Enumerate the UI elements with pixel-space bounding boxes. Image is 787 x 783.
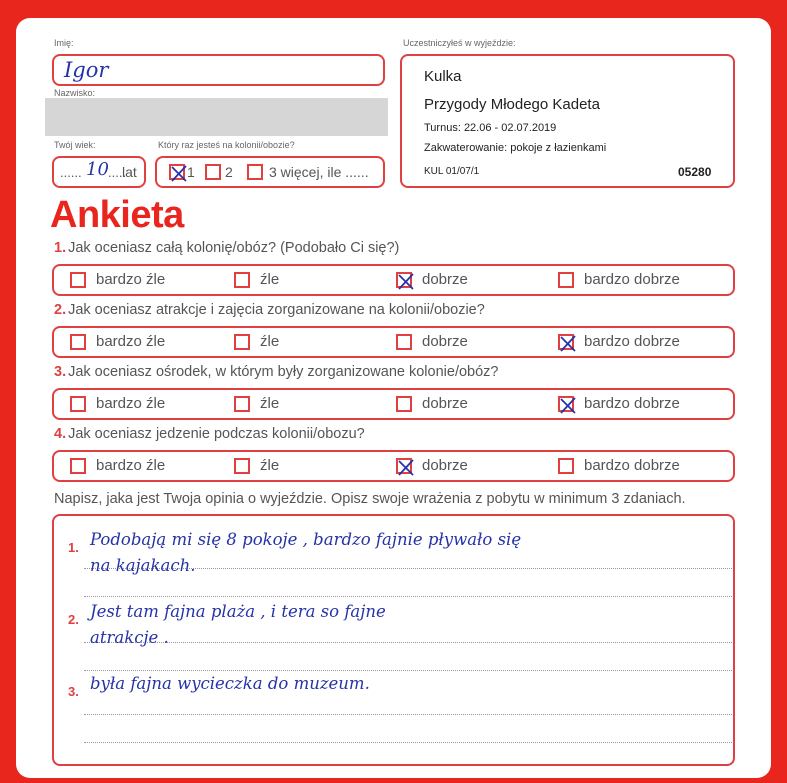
answer-checkbox[interactable] — [234, 396, 250, 412]
check-mark-icon — [556, 394, 580, 418]
camp-turnus: Turnus: 22.06 - 02.07.2019 — [424, 122, 557, 134]
camp-program: Przygody Młodego Kadeta — [424, 96, 600, 113]
age-dots-after: ..... — [108, 165, 127, 180]
answer-option-label: dobrze — [422, 457, 468, 474]
camp-accommodation: Zakwaterowanie: pokoje z łazienkami — [424, 142, 607, 154]
answer-checkbox[interactable] — [234, 458, 250, 474]
answer-option-label: bardzo dobrze — [584, 271, 680, 288]
visit-label: Który raz jesteś na kolonii/obozie? — [158, 140, 295, 150]
answer-option-label: bardzo źle — [96, 457, 166, 474]
answer-row-1 — [52, 264, 735, 296]
camp-code: KUL 01/07/1 — [424, 166, 480, 177]
name-label: Imię: — [54, 38, 74, 48]
opinion-text-line: atrakcje . — [90, 628, 169, 647]
visit-option-label: 2 — [225, 164, 233, 180]
visit-option-label: 1 — [187, 164, 195, 180]
check-mark-icon — [556, 332, 580, 356]
answer-option-label: bardzo źle — [96, 395, 166, 412]
question-number: 3. — [54, 364, 67, 380]
answer-option-label: bardzo dobrze — [584, 395, 680, 412]
visit-checkbox-3[interactable] — [247, 164, 263, 180]
answer-checkbox[interactable] — [70, 272, 86, 288]
opinion-text-line: na kajakach. — [90, 556, 196, 575]
answer-option-label: dobrze — [422, 333, 468, 350]
opinion-number: 1. — [68, 540, 79, 555]
answer-checkbox[interactable] — [234, 272, 250, 288]
writing-line — [84, 742, 732, 743]
answer-row-4 — [52, 450, 735, 482]
visit-option-label: 3 więcej, ile ...... — [269, 164, 369, 180]
question-text: Jak oceniasz jedzenie podczas kolonii/obozu? — [68, 426, 365, 442]
question-number: 2. — [54, 302, 67, 318]
question-2 — [54, 302, 485, 318]
age-dots-before: ...... — [60, 165, 82, 180]
answer-checkbox[interactable] — [234, 334, 250, 350]
answer-checkbox[interactable] — [70, 334, 86, 350]
writing-line — [84, 714, 732, 715]
answer-checkbox[interactable] — [396, 458, 412, 474]
opinion-prompt: Napisz, jaka jest Twoja opinia o wyjeździe. Opisz swoje wrażenia z pobytu w minimum 3 zdaniach. — [54, 491, 686, 507]
answer-checkbox[interactable] — [396, 334, 412, 350]
visit-field — [155, 156, 385, 188]
name-field[interactable] — [52, 54, 385, 86]
answer-checkbox[interactable] — [396, 396, 412, 412]
answer-checkbox[interactable] — [396, 272, 412, 288]
question-3 — [54, 364, 498, 380]
survey-sheet — [16, 18, 771, 778]
question-4 — [54, 426, 365, 442]
answer-option-label: bardzo dobrze — [584, 333, 680, 350]
age-label: Twój wiek: — [54, 140, 96, 150]
answer-row-3 — [52, 388, 735, 420]
writing-line — [84, 670, 732, 671]
question-number: 4. — [54, 426, 67, 442]
camp-number: 05280 — [678, 165, 712, 179]
answer-option-label: źle — [260, 395, 280, 412]
answer-checkbox[interactable] — [558, 272, 574, 288]
writing-line — [84, 596, 732, 597]
answer-row-2 — [52, 326, 735, 358]
survey-title: Ankieta — [50, 194, 184, 236]
redaction-block — [45, 98, 388, 136]
opinion-text-line: była fajna wycieczka do muzeum. — [90, 674, 370, 693]
age-unit: lat — [122, 164, 137, 180]
question-text: Jak oceniasz ośrodek, w którym były zorganizowane kolonie/obóz? — [68, 364, 499, 380]
visit-checkbox-1[interactable] — [169, 164, 185, 180]
question-1 — [54, 240, 399, 256]
answer-option-label: źle — [260, 271, 280, 288]
opinion-text-line: Jest tam fajna plaża , i tera so fajne — [90, 602, 386, 621]
camp-name: Kulka — [424, 68, 462, 85]
age-value: 10 — [86, 159, 109, 180]
answer-checkbox[interactable] — [70, 396, 86, 412]
check-mark-icon — [394, 456, 418, 480]
answer-option-label: dobrze — [422, 395, 468, 412]
age-field[interactable] — [52, 156, 146, 188]
answer-option-label: dobrze — [422, 271, 468, 288]
visit-checkbox-2[interactable] — [205, 164, 221, 180]
surname-label: Nazwisko: — [54, 88, 96, 98]
question-number: 1. — [54, 240, 67, 256]
participant-label: Uczestniczyłeś w wyjeździe: — [403, 38, 516, 48]
check-mark-icon — [394, 270, 418, 294]
question-text: Jak oceniasz atrakcje i zajęcia zorganizowane na kolonii/obozie? — [68, 302, 485, 318]
answer-checkbox[interactable] — [70, 458, 86, 474]
opinion-text-line: Podobają mi się 8 pokoje , bardzo fajnie pływało się — [90, 530, 522, 549]
camp-info-box — [400, 54, 735, 188]
answer-option-label: bardzo źle — [96, 333, 166, 350]
opinion-number: 2. — [68, 612, 79, 627]
answer-option-label: bardzo źle — [96, 271, 166, 288]
answer-checkbox[interactable] — [558, 458, 574, 474]
opinion-number: 3. — [68, 684, 79, 699]
answer-checkbox[interactable] — [558, 334, 574, 350]
answer-option-label: źle — [260, 457, 280, 474]
answer-checkbox[interactable] — [558, 396, 574, 412]
question-text: Jak oceniasz całą kolonię/obóz? (Podobało Ci się?) — [68, 240, 400, 256]
answer-option-label: bardzo dobrze — [584, 457, 680, 474]
writing-line — [84, 642, 732, 643]
name-value: Igor — [64, 58, 109, 82]
answer-option-label: źle — [260, 333, 280, 350]
